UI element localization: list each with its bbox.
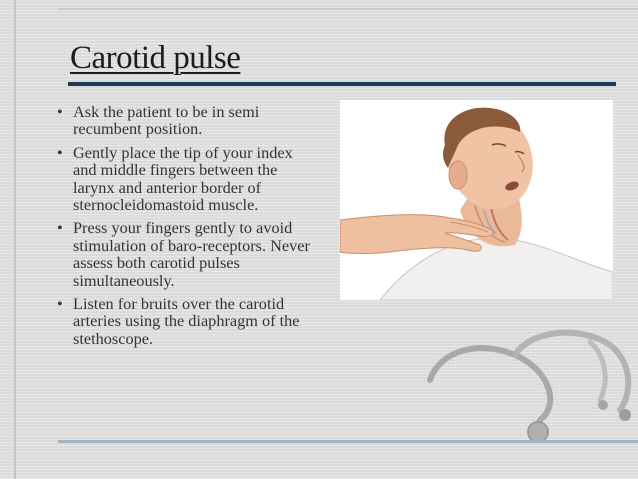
- bullet-item: • Gently place the tip of your index and middle fingers between the larynx and anterior border of sternocleidomastoid muscle.: [56, 144, 318, 214]
- bullet-item: • Ask the patient to be in semi recumbent position.: [56, 103, 318, 138]
- bullet-list: [56, 103, 318, 353]
- stethoscope-icon: [420, 320, 638, 440]
- patient-neck-illustration: [340, 100, 613, 300]
- top-border-line: [58, 8, 638, 10]
- carotid-pulse-illustration: [340, 100, 613, 300]
- slide-title: Carotid pulse: [70, 40, 241, 76]
- bottom-border-line: [58, 440, 638, 443]
- title-underline-bar: [68, 82, 616, 86]
- left-border-line: [14, 0, 16, 479]
- bullet-item: • Listen for bruits over the carotid arteries using the diaphragm of the stethoscope.: [56, 295, 318, 347]
- bullet-item: • Press your fingers gently to avoid stimulation of baro-receptors. Never assess both carotid pulses simultaneously.: [56, 219, 318, 289]
